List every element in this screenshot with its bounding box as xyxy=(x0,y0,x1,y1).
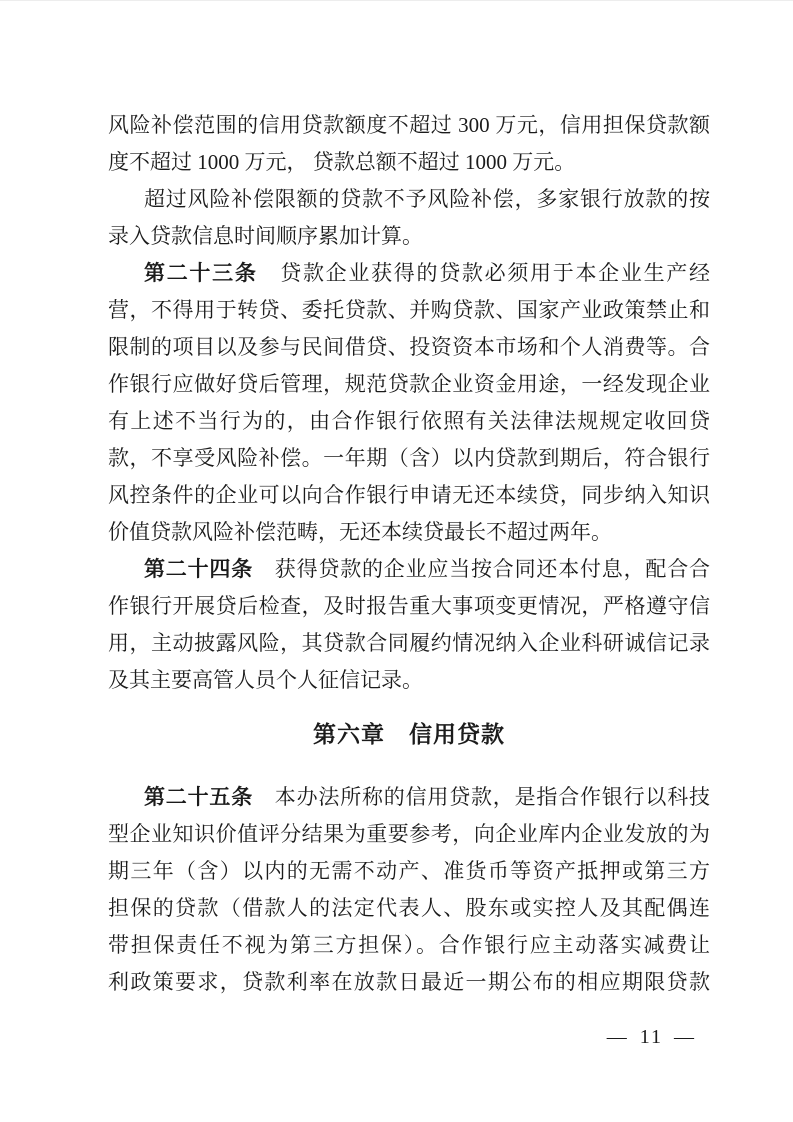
page-footer xyxy=(607,1025,696,1049)
article-number: 第二十三条 xyxy=(144,261,258,285)
text-line: 及其主要高管人员个人征信记录。 xyxy=(108,668,423,692)
text-line: 营，不得用于转贷、委托贷款、并购贷款、国家产业政策禁止和 xyxy=(108,298,710,322)
text-line: 录入贷款信息时间顺序累加计算。 xyxy=(108,224,423,248)
text-line: 度不超过 1000 万元， 贷款总额不超过 1000 万元。 xyxy=(108,150,576,174)
article-number: 第二十四条 xyxy=(144,557,253,581)
text-line: 第二十四条 获得贷款的企业应当按合同还本付息，配合合 xyxy=(144,557,710,581)
document-text xyxy=(108,107,710,1001)
text-line: 第二十五条 本办法所称的信用贷款，是指合作银行以科技 xyxy=(144,785,710,809)
text-line: 风控条件的企业可以向合作银行申请无还本续贷，同步纳入知识 xyxy=(108,483,710,507)
text-line: 作银行开展贷后检查，及时报告重大事项变更情况，严格遵守信 xyxy=(108,594,710,618)
text-line: 价值贷款风险补偿范畴，无还本续贷最长不超过两年。 xyxy=(108,520,612,544)
text-line: 利政策要求，贷款利率在放款日最近一期公布的相应期限贷款 xyxy=(108,970,710,994)
text-line: 带担保责任不视为第三方担保）。合作银行应主动落实减费让 xyxy=(108,933,710,957)
text-line: 有上述不当行为的，由合作银行依照有关法律法规规定收回贷 xyxy=(108,409,710,433)
text-line: 型企业知识价值评分结果为重要参考，向企业库内企业发放的为 xyxy=(108,822,710,846)
text-line: 限制的项目以及参与民间借贷、投资资本市场和个人消费等。合 xyxy=(108,335,710,359)
text-line: 担保的贷款（借款人的法定代表人、股东或实控人及其配偶连 xyxy=(108,896,710,920)
text-line: 期三年（含）以内的无需不动产、准货币等资产抵押或第三方 xyxy=(108,859,710,883)
chapter-heading: 第六章 信用贷款 xyxy=(313,721,505,747)
text-line: 第二十三条 贷款企业获得的贷款必须用于本企业生产经 xyxy=(144,261,710,285)
text-line: 用，主动披露风险，其贷款合同履约情况纳入企业科研诚信记录 xyxy=(108,631,710,655)
text-line: 作银行应做好贷后管理，规范贷款企业资金用途，一经发现企业 xyxy=(108,372,710,396)
text-line: 风险补偿范围的信用贷款额度不超过 300 万元，信用担保贷款额 xyxy=(108,113,710,137)
text-line: 款，不享受风险补偿。一年期（含）以内贷款到期后，符合银行 xyxy=(108,446,710,470)
article-number: 第二十五条 xyxy=(144,785,253,809)
text-line: 超过风险补偿限额的贷款不予风险补偿，多家银行放款的按 xyxy=(144,187,710,211)
page-number: — 11 — xyxy=(606,1026,696,1048)
